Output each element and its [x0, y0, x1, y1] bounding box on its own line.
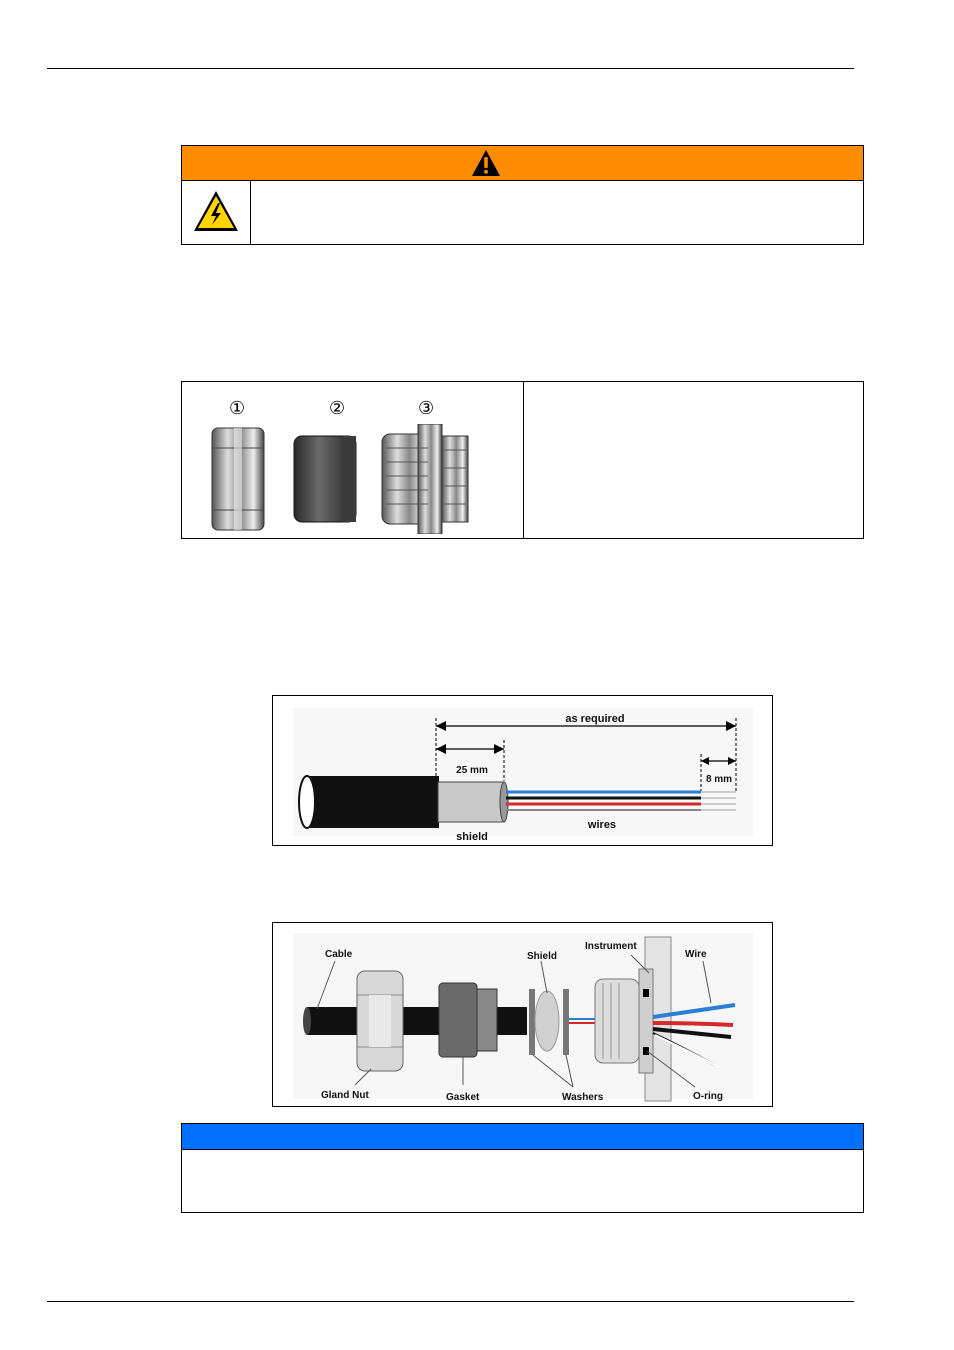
gasket-label: Gasket [446, 1092, 480, 1103]
note-box [181, 1123, 864, 1213]
warning-triangle-icon [471, 149, 501, 177]
note-text-cell [182, 1150, 863, 1212]
cable-strip-diagram [273, 696, 772, 845]
wires-label: wires [587, 819, 617, 831]
warning-text-cell [251, 180, 863, 244]
gland-nut-icon [212, 428, 264, 530]
shield-part-label: Shield [527, 951, 558, 962]
gasket-icon [294, 436, 356, 522]
instrument-label: Instrument [585, 941, 637, 952]
warning-header [182, 146, 863, 181]
wire-length-label: 8 mm [705, 774, 733, 785]
cable-label: Cable [325, 949, 353, 960]
part-marker-3: ③ [418, 398, 435, 419]
warning-icon-cell [182, 180, 251, 244]
washer-left [529, 989, 535, 1055]
parts-table [181, 381, 864, 539]
as-required-label: as required [565, 713, 625, 725]
note-header [182, 1124, 863, 1150]
part-marker-1: ① [229, 398, 246, 419]
parts-image-cell [182, 382, 524, 538]
o-ring-label: O-ring [693, 1091, 723, 1102]
shield-label: shield [456, 831, 488, 843]
wire-label: Wire [685, 949, 707, 960]
washers-label: Washers [562, 1092, 604, 1103]
gland-body-icon [382, 424, 468, 534]
footer-rule [47, 1301, 854, 1302]
part-marker-2: ② [329, 398, 346, 419]
assembly-figure [272, 922, 773, 1107]
parts-photo [182, 424, 522, 534]
cable-shield [438, 782, 508, 822]
gland-body-part [595, 969, 653, 1073]
cable-strip-figure [272, 695, 773, 846]
gland-nut-part [357, 971, 403, 1071]
gland-nut-label: Gland Nut [321, 1090, 369, 1101]
header-rule [47, 68, 854, 69]
shield-length-label: 25 mm [456, 765, 488, 776]
warning-box [181, 145, 864, 245]
washer-right [563, 989, 569, 1055]
electric-hazard-icon [192, 189, 240, 233]
parts-text-cell [524, 382, 863, 538]
cable-jacket [299, 776, 439, 828]
shield-flare [535, 991, 559, 1051]
gasket-part [439, 983, 497, 1057]
assembly-diagram [273, 923, 772, 1106]
